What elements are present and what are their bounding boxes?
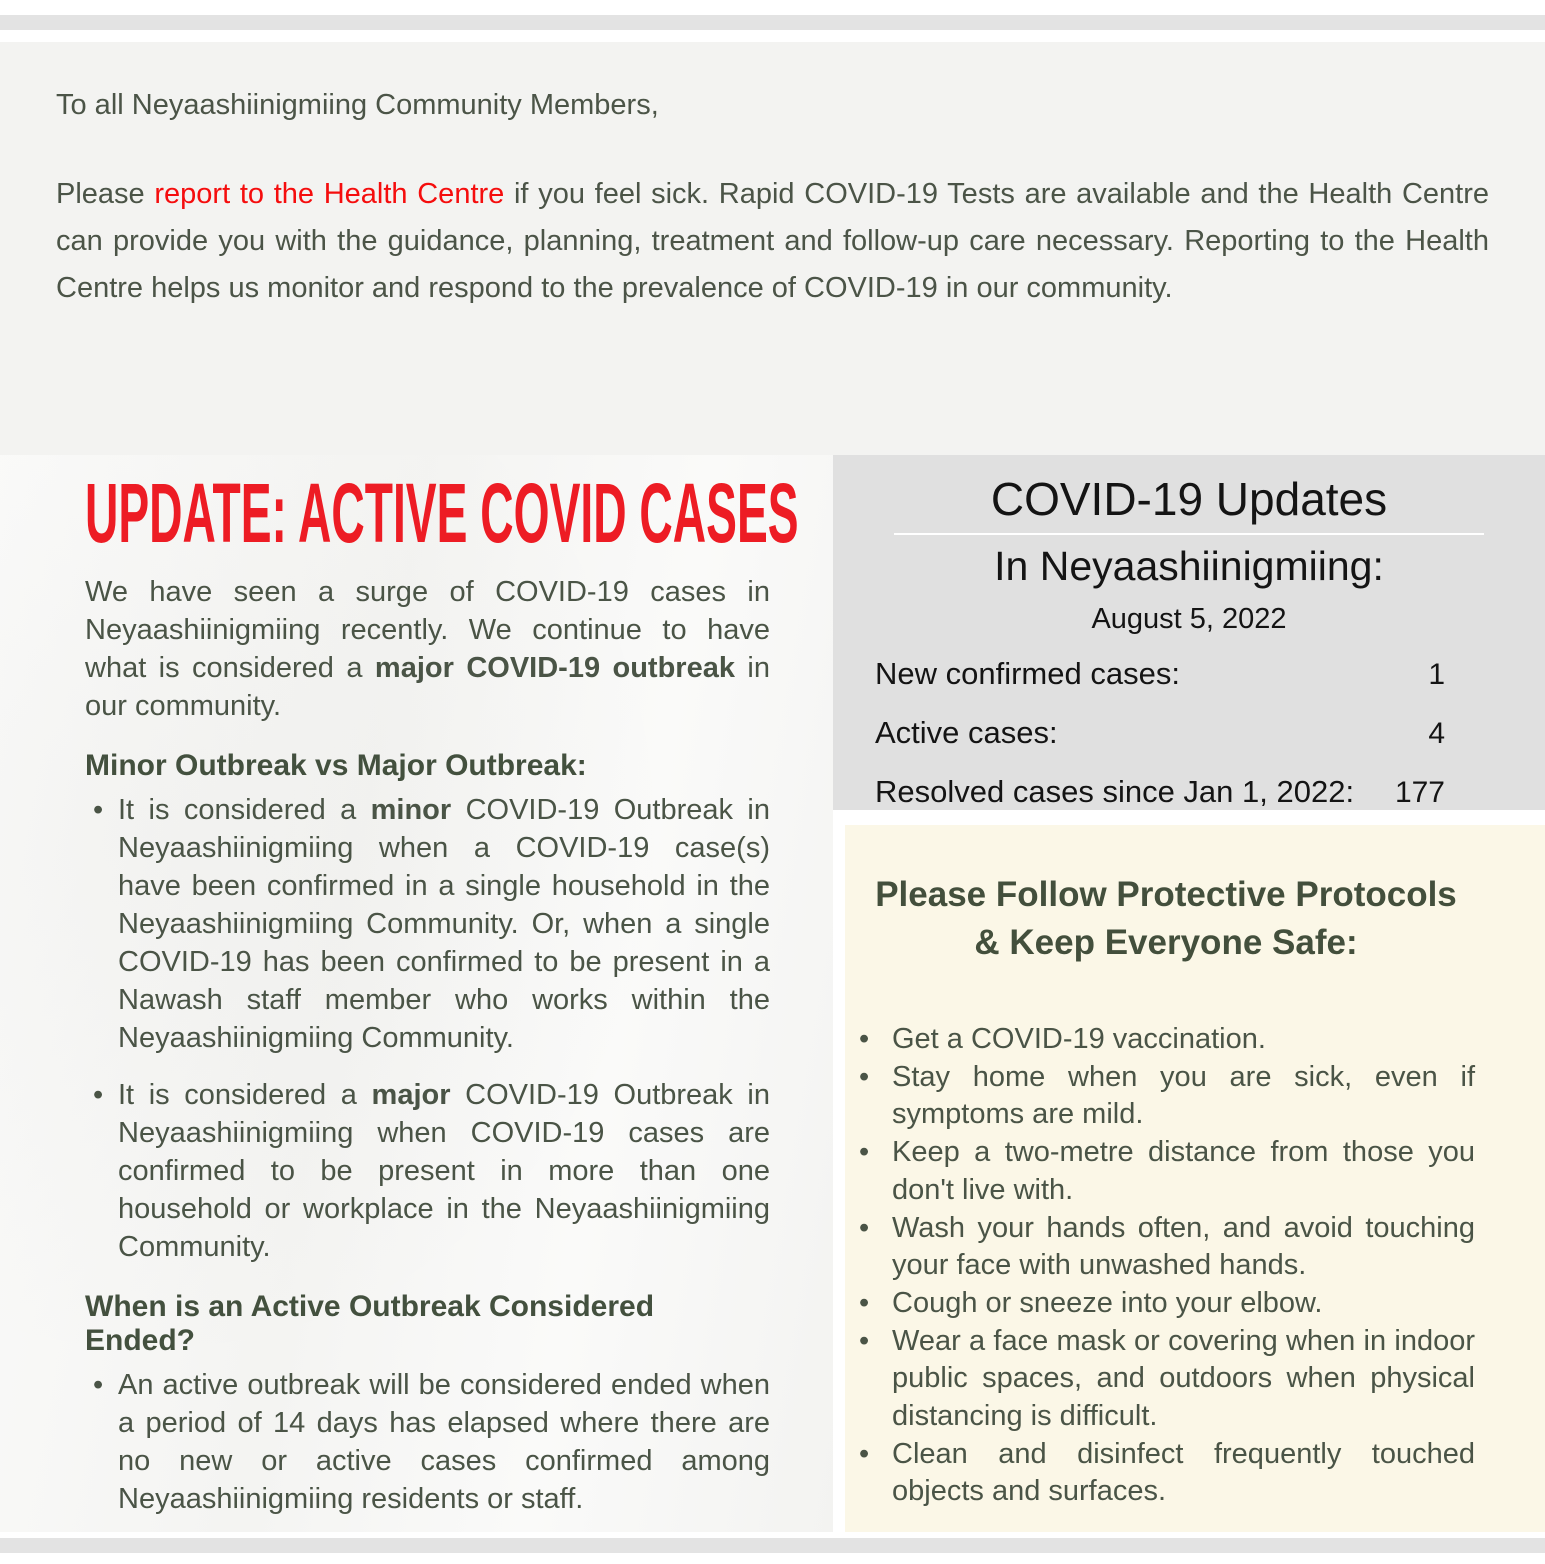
text-segment: COVID-19 Outbreak in Neyaashiinigmiing when a COVID-19 case(s) have been confirmed in a single household in the Neyaashiinigmiing Community. Or, when a single COVID-19 has been confirmed to be present in a Nawash staff member who works within the Neyaashiinigmiing Community. [118, 794, 770, 1054]
protocol-bullet-stay-home: • Stay home when you are sick, even if symptoms are mild. [857, 1059, 1475, 1134]
top-divider-bar [0, 15, 1545, 30]
outbreak-definition-list [85, 791, 770, 1266]
stat-value: 4 [1428, 717, 1445, 750]
top-margin [0, 0, 1545, 15]
protocols-heading-line1: Please Follow Protective Protocols [875, 875, 1457, 914]
stats-divider-line [894, 533, 1485, 535]
main-columns [0, 455, 1545, 1532]
bold-text: minor [370, 794, 452, 826]
text-segment: in our community. [85, 652, 770, 722]
protocol-bullet-disinfect: • Clean and disinfect frequently touched objects and surfaces. [857, 1436, 1475, 1511]
text-segment: An active outbreak will be considered ended when a period of 14 days has elapsed where there are no new or active cases confirmed among Neyaashiinigmiing residents or staff. [118, 1369, 770, 1515]
text-segment: Please [56, 178, 155, 210]
minor-outbreak-bullet [85, 791, 770, 1057]
text-segment: We have seen a surge of COVID-19 cases in Neyaashiinigmiing recently. We continue to have what is considered a [85, 576, 770, 684]
update-section [0, 455, 833, 1532]
stats-rows [833, 656, 1545, 810]
bold-text: major COVID-19 outbreak [374, 652, 735, 684]
stat-label: Active cases: [875, 715, 1058, 750]
text-segment: It is considered a [118, 1079, 372, 1111]
stat-row-new-cases [833, 656, 1545, 692]
update-lead-paragraph [85, 573, 770, 725]
highlighted-red-text: report to the Health Centre [154, 178, 505, 210]
intro-panel [0, 42, 1545, 455]
covid-updates-box [833, 455, 1545, 810]
covid-updates-title: COVID-19 Updates [990, 473, 1388, 525]
stats-date: August 5, 2022 [1091, 603, 1287, 635]
protocol-bullet-distance: • Keep a two-metre distance from those you don't live with. [857, 1134, 1475, 1209]
stat-value: 177 [1394, 776, 1445, 809]
intro-salutation: To all Neyaashiinigmiing Community Members, [56, 89, 659, 121]
protocol-bullet-vaccination: • Get a COVID-19 vaccination. [857, 1021, 1475, 1059]
bottom-divider-bar [0, 1538, 1545, 1553]
protocol-bullet-cough: • Cough or sneeze into your elbow. [857, 1285, 1475, 1323]
right-column [833, 455, 1545, 1532]
text-segment: if you feel sick. Rapid COVID-19 Tests are available and the Health Centre can provide you with the guidance, planning, treatment and follow-up care necessary. Reporting to the Health Centre helps us monitor and respond to the prevalence of COVID-19 in our community. [56, 178, 1490, 304]
protocols-heading [857, 871, 1475, 967]
top-divider-gap [0, 30, 1545, 42]
stat-row-active-cases [833, 715, 1545, 751]
protocol-bullet-mask: • Wear a face mask or covering when in indoor public spaces, and outdoors when physical distancing is difficult. [857, 1323, 1475, 1436]
stat-label: New confirmed cases: [875, 656, 1180, 691]
text-segment: COVID-19 Outbreak in Neyaashiinigmiing when COVID-19 cases are confirmed to be present in more than one household or workplace in the Neyaashiinigmiing Community. [118, 1079, 770, 1263]
protocols-box [845, 825, 1545, 1532]
bold-text: major [371, 1079, 451, 1111]
outbreak-ended-bullet [85, 1366, 770, 1518]
update-headline: UPDATE: ACTIVE COVID CASES [85, 466, 799, 560]
minor-vs-major-subhead: Minor Outbreak vs Major Outbreak: [85, 749, 587, 782]
stat-label: Resolved cases since Jan 1, 2022: [875, 774, 1355, 809]
protocol-bullet-wash-hands: • Wash your hands often, and avoid touching your face with unwashed hands. [857, 1210, 1475, 1285]
protocols-list [857, 1021, 1475, 1511]
major-outbreak-bullet [85, 1076, 770, 1266]
stat-value: 1 [1428, 658, 1445, 691]
stat-row-resolved-cases [833, 774, 1545, 810]
protocols-heading-line2: & Keep Everyone Safe: [974, 923, 1358, 962]
covid-updates-subtitle: In Neyaashiinigmiing: [994, 543, 1384, 589]
text-segment: It is considered a [118, 794, 371, 826]
intro-paragraph [56, 171, 1489, 312]
right-column-gap [833, 810, 1545, 825]
outbreak-ended-list [85, 1366, 770, 1518]
outbreak-ended-subhead: When is an Active Outbreak Considered Ended? [85, 1290, 655, 1357]
